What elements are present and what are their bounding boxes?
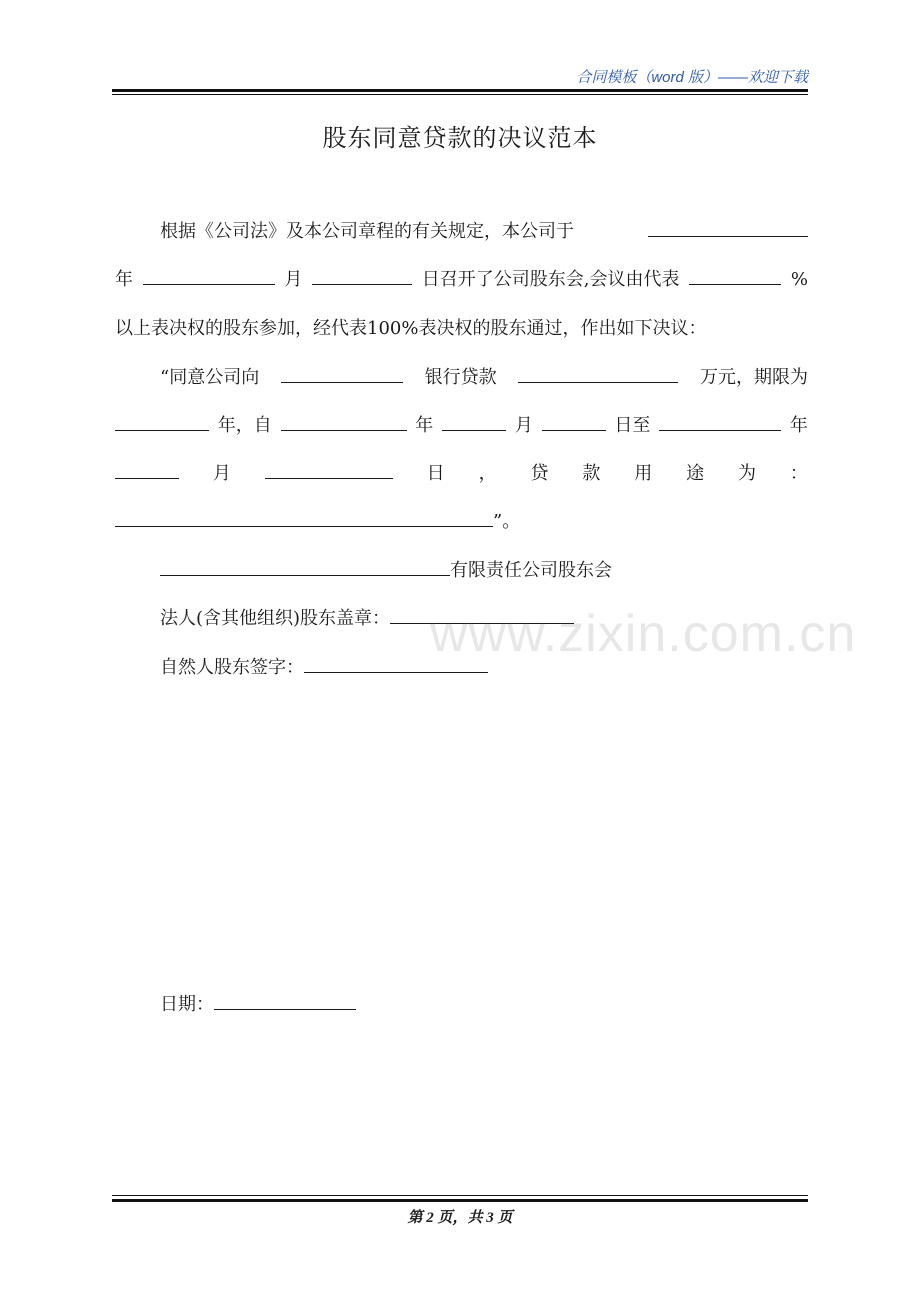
end-month-blank[interactable]: [115, 460, 179, 479]
body-text: ：: [789, 463, 808, 484]
body-text: 日召开了公司股东会,会议由代表: [421, 269, 680, 290]
header-rule: [112, 89, 808, 92]
end-day-blank[interactable]: [265, 460, 393, 479]
amount-blank[interactable]: [518, 364, 678, 383]
body-text: 以上表决权的股东参加，经代表100%表决权的股东通过，作出如下决议：: [115, 318, 707, 339]
body-text: 日至: [614, 415, 651, 436]
paragraph-line: [160, 218, 808, 246]
legal-person-label: 法人(含其他组织)股东盖章：: [160, 608, 391, 629]
body-text: 年: [115, 269, 133, 290]
page-number: 第 2 页，共 3 页: [407, 1210, 513, 1226]
bank-blank[interactable]: [281, 364, 403, 383]
body-text: ，: [478, 463, 497, 484]
body-text: 日: [426, 463, 445, 484]
body-text: 月: [514, 415, 533, 436]
start-year-blank[interactable]: [281, 412, 407, 431]
footer-rule: [112, 1199, 808, 1202]
body-text: 根据《公司法》及本公司章程的有关规定，本公司于: [160, 221, 574, 242]
paragraph-line: [115, 315, 808, 343]
start-month-blank[interactable]: [442, 412, 506, 431]
body-text: 贷: [530, 463, 549, 484]
document-title: 股东同意贷款的决议范本: [322, 124, 598, 152]
body-text: 款: [582, 463, 601, 484]
paragraph-line: [160, 364, 808, 392]
company-name-blank[interactable]: [160, 557, 450, 576]
body-text: 月: [284, 269, 303, 290]
body-text: 月: [212, 463, 231, 484]
term-blank[interactable]: [115, 412, 209, 431]
body-text: 万元，期限为: [699, 367, 808, 388]
paragraph-line: [115, 508, 808, 536]
watermark: www.zixin.com.cn: [430, 605, 857, 663]
body-text: “同意公司向: [160, 367, 260, 388]
body-text: 年，自: [217, 415, 272, 436]
percent-blank[interactable]: [689, 266, 781, 285]
body-text: 为: [738, 463, 757, 484]
company-line: [160, 557, 808, 585]
date-line: [160, 991, 808, 1019]
company-suffix: 有限责任公司股东会: [450, 560, 612, 581]
header-rule-thin: [112, 94, 808, 95]
header-text: 合同模板（word 版）——欢迎下载: [576, 69, 808, 86]
start-day-blank[interactable]: [542, 412, 606, 431]
body-text: 年: [415, 415, 434, 436]
date-label: 日期：: [160, 994, 214, 1015]
month-blank[interactable]: [143, 266, 275, 285]
natural-person-label: 自然人股东签字：: [160, 657, 304, 678]
end-year-blank[interactable]: [659, 412, 781, 431]
paragraph-line: [115, 266, 808, 294]
body-text: 银行贷款: [424, 367, 497, 388]
purpose-blank[interactable]: [115, 508, 493, 527]
footer-rule-thin: [112, 1195, 808, 1196]
body-text: 用: [634, 463, 653, 484]
date-blank[interactable]: [214, 991, 356, 1010]
day-blank[interactable]: [312, 266, 412, 285]
paragraph-line: [115, 460, 808, 488]
paragraph-line: [115, 412, 808, 440]
body-text: 途: [686, 463, 705, 484]
body-text: %: [790, 269, 808, 290]
date-blank[interactable]: [648, 218, 808, 237]
body-text: ”。: [493, 511, 521, 532]
body-text: 年: [789, 415, 808, 436]
